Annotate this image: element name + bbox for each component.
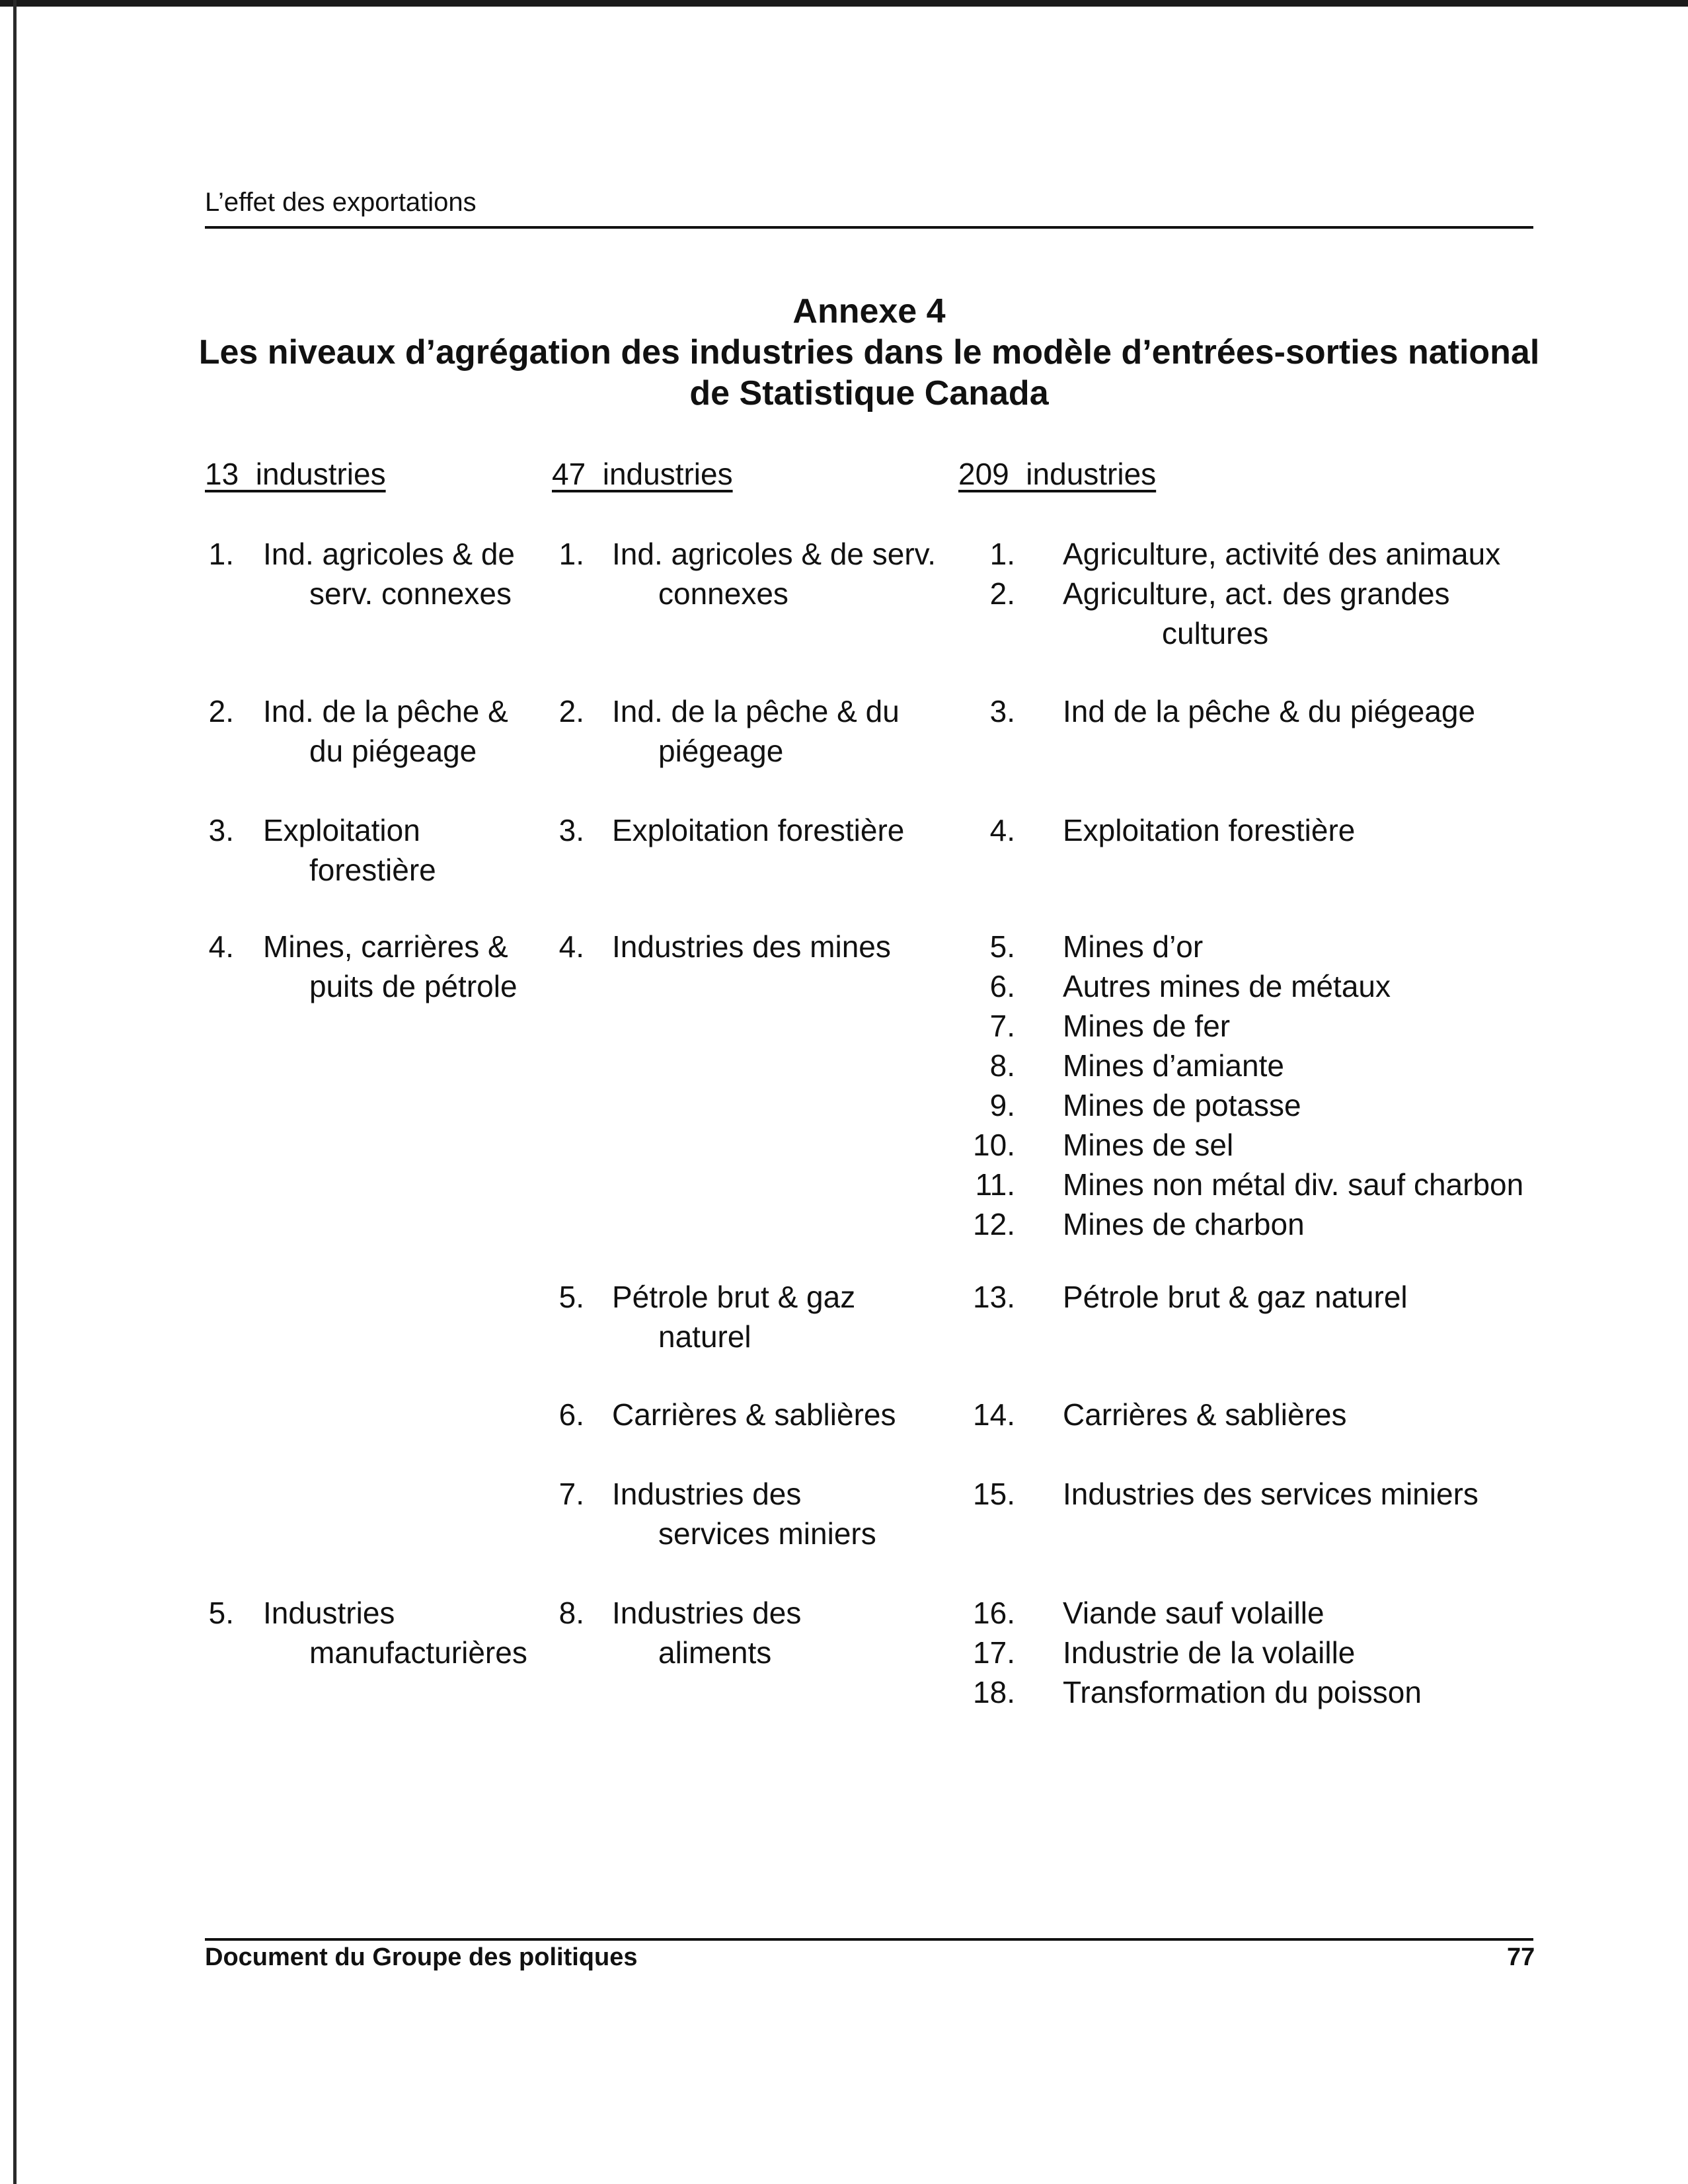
entry-text-line: Mines de sel	[1063, 1128, 1234, 1162]
entry-text	[263, 1593, 527, 1672]
entry-number: 4.	[558, 929, 584, 964]
entry-text-line: Carrières & sablières	[612, 1397, 896, 1432]
entry-text-line: Industries des	[612, 1596, 802, 1630]
entry-number: 8.	[558, 1596, 584, 1630]
running-title: L’effet des exportations	[205, 188, 477, 217]
entry-text-line: cultures	[1162, 616, 1269, 650]
entry-number: 5.	[208, 1596, 234, 1630]
entry-text-line: Mines de charbon	[1063, 1207, 1305, 1241]
entry-text-line: Ind. agricoles & de	[263, 537, 516, 571]
entry-text-line: Agriculture, activité des animaux	[1063, 537, 1501, 571]
entry-number: 4.	[208, 929, 234, 964]
entry-text	[612, 691, 900, 771]
entry-text-line: naturel	[658, 1319, 751, 1354]
entry-text-line: Agriculture, act. des grandes	[1063, 576, 1450, 611]
entry-text	[612, 534, 936, 613]
entry-text-line: Industries des mines	[612, 929, 891, 964]
column-header-13: 13 industries	[205, 457, 386, 491]
entry-number: 18.	[973, 1675, 1015, 1709]
entry-text-line: Pétrole brut & gaz	[612, 1280, 856, 1314]
entry-text	[1063, 1006, 1230, 1046]
entry-text	[612, 1395, 896, 1434]
entry-text-line: Mines non métal div. sauf charbon	[1063, 1167, 1524, 1202]
entry-number: 4.	[989, 813, 1015, 847]
entry-text	[1063, 1165, 1523, 1204]
entry-text-line: Industries	[263, 1596, 395, 1630]
entry-number: 6.	[558, 1397, 584, 1432]
entry-text	[1063, 574, 1450, 653]
entry-text-line: forestière	[309, 853, 436, 887]
entry-text-line: Autres mines de métaux	[1063, 969, 1391, 1003]
entry-text-line: Pétrole brut & gaz naturel	[1063, 1280, 1408, 1314]
entry-number: 2.	[558, 694, 584, 728]
entry-number: 7.	[558, 1477, 584, 1511]
entry-text-line: Exploitation	[263, 813, 420, 847]
entry-text	[1063, 1085, 1301, 1125]
entry-number: 9.	[989, 1088, 1015, 1122]
entry-text-line: connexes	[658, 576, 788, 611]
entry-number: 5.	[558, 1280, 584, 1314]
entry-text-line: Industries des	[612, 1477, 802, 1511]
entry-number: 5.	[989, 929, 1015, 964]
entry-text-line: Ind de la pêche & du piégeage	[1063, 694, 1476, 728]
entry-text	[1063, 1672, 1422, 1712]
entry-number: 15.	[973, 1477, 1015, 1511]
entry-text	[263, 691, 508, 771]
entry-text-line: Carrières & sablières	[1063, 1397, 1347, 1432]
entry-text-line: Mines d’amiante	[1063, 1048, 1284, 1083]
entry-text-line: manufacturières	[309, 1635, 527, 1670]
entry-text-line: Transformation du poisson	[1063, 1675, 1422, 1709]
entry-number: 12.	[973, 1207, 1015, 1241]
entry-text-line: Mines de potasse	[1063, 1088, 1301, 1122]
entry-number: 11.	[975, 1167, 1015, 1202]
entry-text-line: Exploitation forestière	[612, 813, 905, 847]
entry-text	[1063, 810, 1355, 850]
entry-number: 6.	[989, 969, 1015, 1003]
entry-text	[612, 810, 904, 850]
entry-text	[1063, 1204, 1305, 1244]
annex-number: Annexe 4	[792, 292, 946, 331]
header-rule	[205, 226, 1533, 229]
entry-text-line: Ind. agricoles & de serv.	[612, 537, 937, 571]
entry-text-line: services miniers	[658, 1516, 876, 1551]
annex-title	[165, 291, 1573, 414]
entry-number: 1.	[558, 537, 584, 571]
scan-edge-top	[0, 0, 1688, 7]
entry-text	[1063, 1277, 1408, 1317]
entry-text	[1063, 1125, 1233, 1165]
entry-text	[1063, 1395, 1346, 1434]
entry-text	[1063, 1593, 1324, 1633]
footer-rule	[205, 1938, 1533, 1941]
entry-number: 7.	[989, 1009, 1015, 1043]
entry-text	[1063, 1633, 1355, 1672]
entry-text	[263, 534, 515, 613]
entry-text-line: Mines, carrières &	[263, 929, 508, 964]
entry-text	[612, 927, 891, 966]
entry-text	[263, 810, 436, 890]
entry-number: 10.	[973, 1128, 1015, 1162]
entry-text	[1063, 927, 1203, 966]
entry-text	[1063, 966, 1391, 1006]
footer-publication: Document du Groupe des politiques	[205, 1943, 638, 1971]
entry-text	[612, 1593, 801, 1672]
entry-number: 1.	[208, 537, 234, 571]
entry-text-line: Industries des services miniers	[1063, 1477, 1478, 1511]
entry-text-line: Exploitation forestière	[1063, 813, 1356, 847]
entry-text	[263, 927, 518, 1006]
entry-number: 2.	[989, 576, 1015, 611]
entry-number: 2.	[208, 694, 234, 728]
entry-text	[1063, 1474, 1478, 1514]
entry-number: 3.	[208, 813, 234, 847]
entry-number: 3.	[558, 813, 584, 847]
annex-title-line: Les niveaux d’agrégation des industries dans le modèle d’entrées-sorties national	[198, 333, 1540, 371]
page-number: 77	[1507, 1943, 1535, 1971]
entry-text-line: Mines d’or	[1063, 929, 1204, 964]
entry-number: 3.	[989, 694, 1015, 728]
entry-text-line: aliments	[658, 1635, 772, 1670]
entry-text-line: Viande sauf volaille	[1063, 1596, 1324, 1630]
entry-text-line: piégeage	[658, 734, 784, 768]
scan-edge-left	[13, 0, 17, 2184]
entry-number: 14.	[973, 1397, 1015, 1432]
annex-title-line: de Statistique Canada	[689, 374, 1049, 412]
entry-number: 8.	[989, 1048, 1015, 1083]
entry-text	[1063, 691, 1475, 731]
entry-text-line: Ind. de la pêche &	[263, 694, 508, 728]
entry-text	[612, 1474, 876, 1553]
entry-text-line: Mines de fer	[1063, 1009, 1231, 1043]
entry-text	[1063, 534, 1500, 574]
entry-text-line: du piégeage	[309, 734, 477, 768]
entry-text	[612, 1277, 855, 1356]
column-header-209: 209 industries	[958, 457, 1157, 491]
column-header-47: 47 industries	[552, 457, 733, 491]
entry-number: 1.	[989, 537, 1015, 571]
entry-text-line: Industrie de la volaille	[1063, 1635, 1356, 1670]
entry-number: 17.	[973, 1635, 1015, 1670]
entry-number: 13.	[973, 1280, 1015, 1314]
entry-text-line: puits de pétrole	[309, 969, 518, 1003]
entry-text-line: Ind. de la pêche & du	[612, 694, 900, 728]
entry-text-line: serv. connexes	[309, 576, 512, 611]
entry-text	[1063, 1046, 1284, 1085]
entry-number: 16.	[973, 1596, 1015, 1630]
